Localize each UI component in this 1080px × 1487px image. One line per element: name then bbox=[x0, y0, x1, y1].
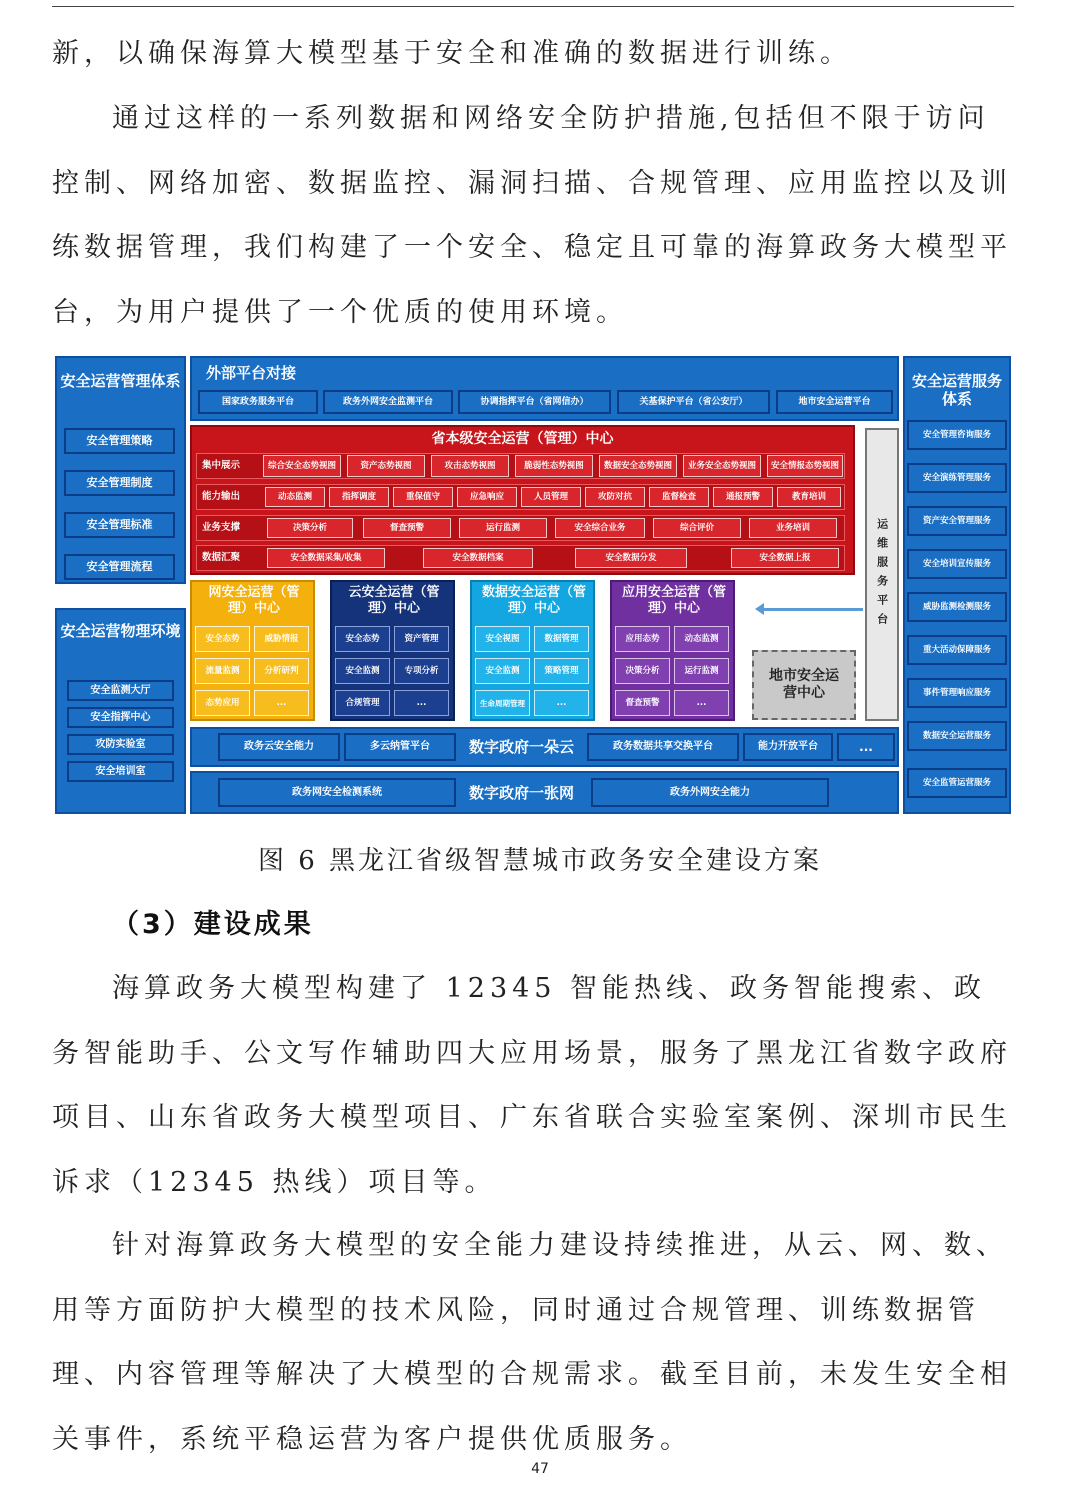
security-architecture-diagram bbox=[55, 356, 1011, 816]
sub-center-item: 态势应用 bbox=[195, 690, 250, 716]
sub-center-item: 安全态势 bbox=[335, 626, 390, 652]
service-item: 数据安全运营服务 bbox=[907, 721, 1007, 751]
province-row-item: 指挥调度 bbox=[329, 487, 389, 507]
arrow-head-icon bbox=[755, 603, 764, 615]
paragraph-4 bbox=[52, 1214, 1014, 1472]
mgmt-item: 安全管理制度 bbox=[64, 470, 175, 496]
top-rule bbox=[52, 6, 1014, 7]
sub-center-item: 运行监测 bbox=[674, 658, 729, 684]
paragraph-4-text: 针对海算政务大模型的安全能力建设持续推进，从云、网、数、用等方面防护大模型的技术风险，同时通过合规管理、训练数据管理、内容管理等解决了大模型的合规需求。截至目前，未发生安全相关事件，系统平稳运营为客户提供优质服务。 bbox=[52, 1230, 1012, 1455]
sub-center-item: 督查预警 bbox=[615, 690, 670, 716]
network-item: 政务网安全检测系统 bbox=[218, 778, 456, 807]
province-row-item: 决策分析 bbox=[267, 518, 353, 538]
figure-caption: 图 6 黑龙江省级智慧城市政务安全建设方案 bbox=[257, 846, 823, 876]
physical-env-title: 安全运营物理环境 bbox=[60, 622, 181, 640]
service-item: 事件管理响应服务 bbox=[907, 678, 1007, 708]
service-item: 重大活动保障服务 bbox=[907, 635, 1007, 665]
paragraph-3 bbox=[52, 957, 1014, 1215]
sub-center-item: 应用态势 bbox=[615, 626, 670, 652]
province-row-item: 督查预警 bbox=[363, 518, 451, 538]
service-system-title: 安全运营服务体系 bbox=[911, 372, 1002, 408]
province-row-item: 脆弱性态势视图 bbox=[515, 455, 593, 477]
arrow-left bbox=[763, 608, 863, 611]
province-row-item: 重保值守 bbox=[393, 487, 453, 507]
sub-center-item: 安全态势 bbox=[195, 626, 250, 652]
mgmt-item: 安全管理策略 bbox=[64, 428, 175, 454]
service-item: 安全演练管理服务 bbox=[907, 463, 1007, 493]
province-row-item: 安全数据上报 bbox=[731, 548, 839, 568]
sub-center-item: 专项分析 bbox=[394, 658, 449, 684]
province-row-label: 集中展示 bbox=[202, 460, 241, 472]
sub-center-item: ... bbox=[534, 690, 589, 716]
province-row-label: 数据汇聚 bbox=[202, 552, 241, 564]
cloud-sub-center-title: 云安全运营（管理）中心 bbox=[348, 585, 440, 616]
sub-center-item: 安全监测 bbox=[475, 658, 530, 684]
province-row-label: 能力输出 bbox=[202, 491, 241, 503]
province-row-item: 监督检查 bbox=[649, 487, 709, 507]
province-row-item: 业务培训 bbox=[749, 518, 837, 538]
physical-item: 安全培训室 bbox=[67, 761, 174, 782]
physical-item: 安全监测大厅 bbox=[67, 680, 174, 701]
paragraph-1: 新，以确保海算大模型基于安全和准确的数据进行训练。 bbox=[52, 38, 852, 69]
sub-center-item: 安全监测 bbox=[335, 658, 390, 684]
province-row-item: 数据安全态势视图 bbox=[599, 455, 677, 477]
sub-center-item: ... bbox=[254, 690, 309, 716]
app-sub-center-title: 应用安全运营（管理）中心 bbox=[622, 585, 727, 616]
service-item: 威胁监测检测服务 bbox=[907, 592, 1007, 622]
province-row-item: 运行监测 bbox=[459, 518, 547, 538]
province-row-item: 综合安全态势视图 bbox=[263, 455, 341, 477]
ops-service-platform-label: 运维服务平台 bbox=[875, 517, 889, 632]
city-ops-center bbox=[752, 650, 856, 720]
sub-center-item: 合规管理 bbox=[335, 690, 390, 716]
sub-center-item: ... bbox=[394, 690, 449, 716]
cloud-item: 政务数据共享交换平台 bbox=[587, 733, 739, 761]
province-row-item: 通报预警 bbox=[713, 487, 773, 507]
sub-center-item: ... bbox=[674, 690, 729, 716]
external-item: 协调指挥平台（省网信办） bbox=[458, 390, 611, 414]
province-row-item: 安全数据采集/收集 bbox=[267, 548, 385, 568]
cloud-item: 政务云安全能力 bbox=[218, 733, 340, 761]
cloud-item: ... bbox=[837, 733, 895, 761]
external-item: 地市安全运营平台 bbox=[776, 390, 893, 414]
network-row-title: 数字政府一张网 bbox=[468, 783, 574, 802]
province-row-item: 安全数据档案 bbox=[423, 548, 533, 568]
sub-center-item: 安全视图 bbox=[475, 626, 530, 652]
sub-center-item: 分析研判 bbox=[254, 658, 309, 684]
province-center-title: 省本级安全运营（管理）中心 bbox=[431, 431, 614, 447]
province-row-item: 教育培训 bbox=[777, 487, 841, 507]
mgmt-system-title: 安全运营管理体系 bbox=[60, 372, 181, 390]
service-item: 资产安全管理服务 bbox=[907, 506, 1007, 536]
external-item: 国家政务服务平台 bbox=[198, 390, 318, 414]
physical-item: 安全指挥中心 bbox=[67, 707, 174, 728]
province-row-label: 业务支撑 bbox=[202, 522, 241, 534]
sub-center-item: 生命周期管理 bbox=[475, 690, 530, 716]
cloud-row-title: 数字政府一朵云 bbox=[468, 738, 574, 756]
sub-center-item: 策略管理 bbox=[534, 658, 589, 684]
province-row-item: 业务安全态势视图 bbox=[683, 455, 761, 477]
province-row-item: 攻击态势视图 bbox=[431, 455, 509, 477]
province-row-item: 应急响应 bbox=[457, 487, 517, 507]
ops-service-platform bbox=[865, 428, 899, 721]
province-row-item: 安全数据分发 bbox=[575, 548, 687, 568]
cloud-item: 多云纳管平台 bbox=[344, 733, 456, 761]
mgmt-item: 安全管理标准 bbox=[64, 512, 175, 538]
province-row-item: 综合评价 bbox=[653, 518, 741, 538]
external-item: 政务外网安全监测平台 bbox=[323, 390, 453, 414]
paragraph-3-text: 海算政务大模型构建了 12345 智能热线、政务智能搜索、政务智能助手、公文写作辅助四大应用场景，服务了黑龙江省数字政府项目、山东省政务大模型项目、广东省联合实验室案例、深圳市民生诉求（12345 热线）项目等。 bbox=[52, 973, 1012, 1198]
service-item: 安全管理咨询服务 bbox=[907, 420, 1007, 450]
sub-center-item: 资产管理 bbox=[394, 626, 449, 652]
cloud-item: 能力开放平台 bbox=[743, 733, 833, 761]
sub-center-item: 威胁情报 bbox=[254, 626, 309, 652]
province-row-item: 人员管理 bbox=[521, 487, 581, 507]
paragraph-2-text: 通过这样的一系列数据和网络安全防护措施,包括但不限于访问控制、网络加密、数据监控、漏洞扫描、合规管理、应用监控以及训练数据管理，我们构建了一个安全、稳定且可靠的海算政务大模型平台，为用户提供了一个优质的使用环境。 bbox=[52, 103, 1012, 328]
province-row-item: 安全综合业务 bbox=[555, 518, 645, 538]
province-row-item: 资产态势视图 bbox=[347, 455, 425, 477]
province-row-item: 攻防对抗 bbox=[585, 487, 645, 507]
city-ops-center-label: 地市安全运营中心 bbox=[769, 668, 839, 701]
data-sub-center-title: 数据安全运营（管理）中心 bbox=[482, 585, 587, 616]
physical-item: 攻防实验室 bbox=[67, 734, 174, 755]
paragraph-2 bbox=[52, 87, 1014, 345]
sub-center-item: 动态监测 bbox=[674, 626, 729, 652]
province-row-item: 安全情报态势视图 bbox=[767, 455, 843, 477]
sub-center-item: 决策分析 bbox=[615, 658, 670, 684]
sub-center-item: 数据管理 bbox=[534, 626, 589, 652]
sub-center-item: 流量监测 bbox=[195, 658, 250, 684]
external-item: 关基保护平台（省公安厅） bbox=[617, 390, 770, 414]
network-sub-center-title: 网安全运营（管理）中心 bbox=[208, 585, 300, 616]
section-heading: （3）建设成果 bbox=[112, 909, 314, 940]
page-number: 47 bbox=[531, 1461, 549, 1477]
mgmt-item: 安全管理流程 bbox=[64, 554, 175, 580]
service-item: 安全监管运营服务 bbox=[907, 768, 1007, 798]
external-title: 外部平台对接 bbox=[206, 364, 297, 382]
service-item: 安全培训宣传服务 bbox=[907, 549, 1007, 579]
network-item: 政务外网安全能力 bbox=[591, 778, 829, 807]
province-row-item: 动态监测 bbox=[265, 487, 325, 507]
